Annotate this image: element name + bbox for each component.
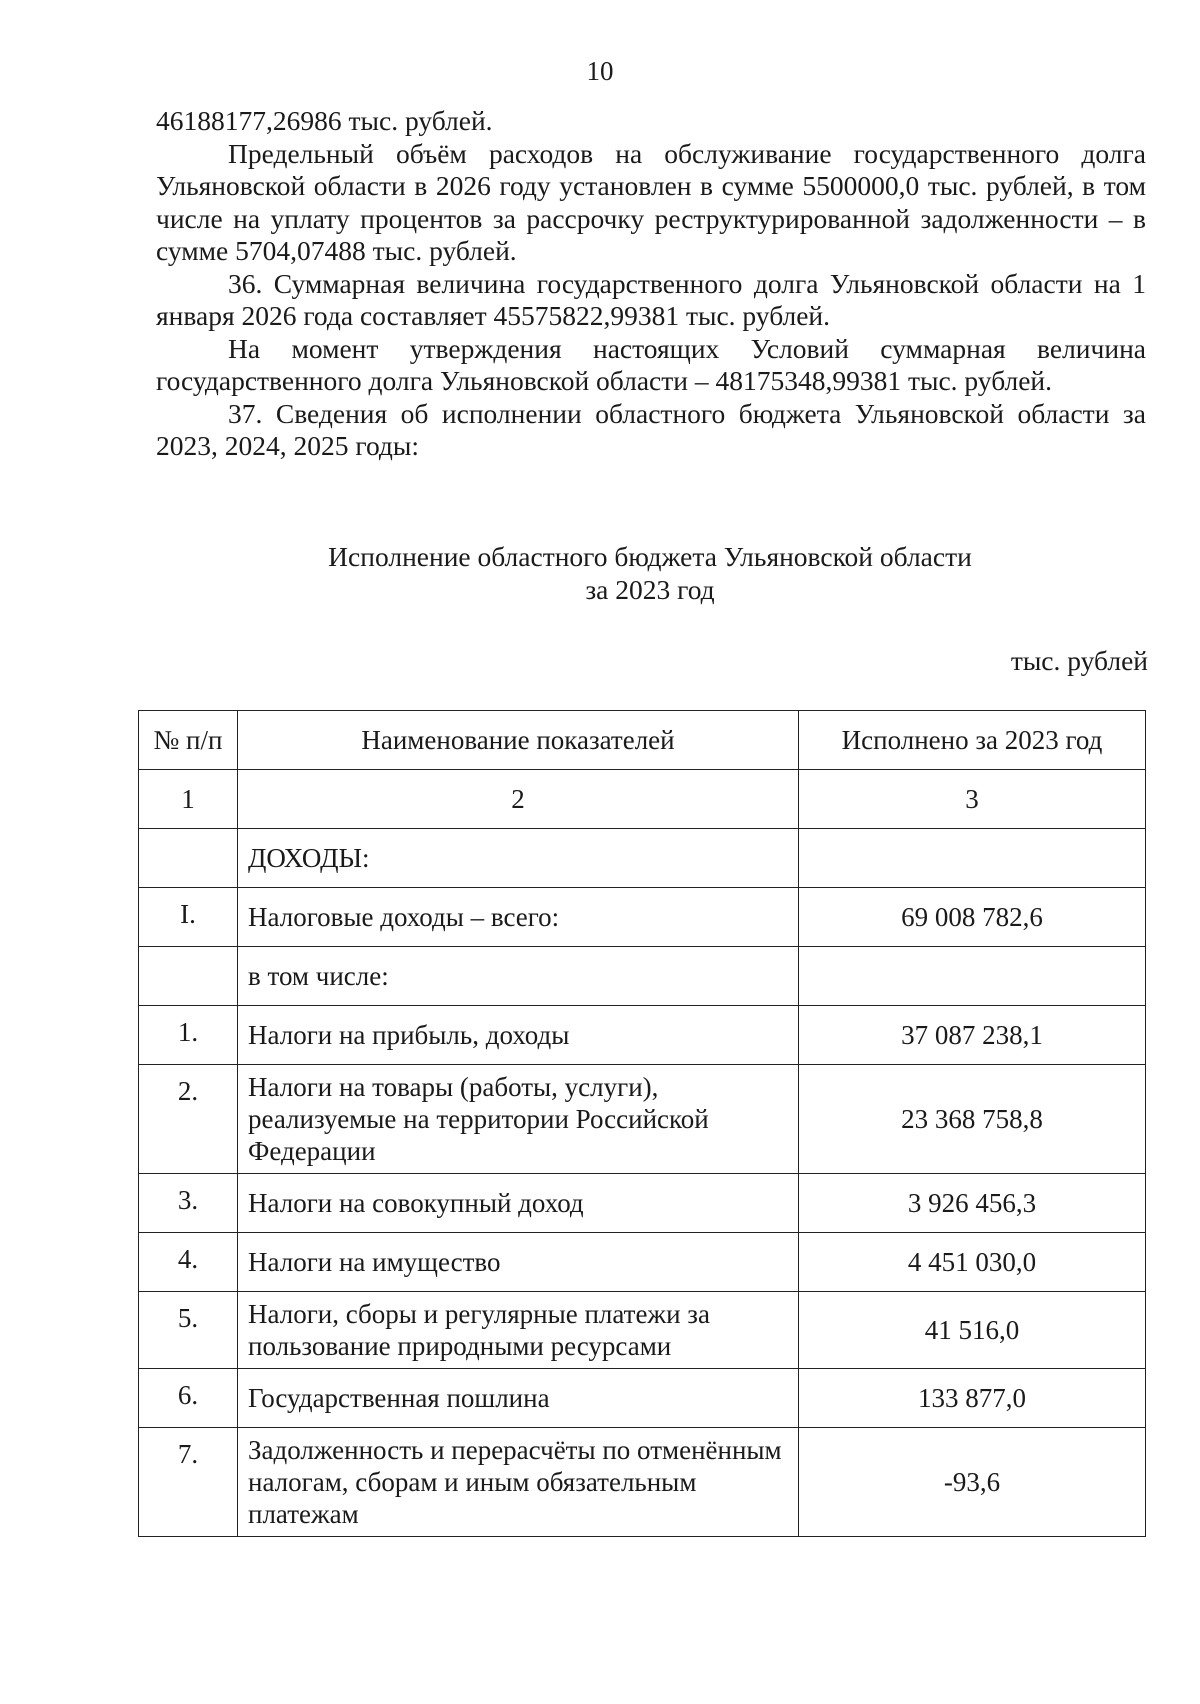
column-index-2: 2 bbox=[238, 770, 799, 829]
table-row bbox=[139, 1006, 1146, 1065]
row-name: Налоговые доходы – всего: bbox=[238, 888, 799, 947]
header-cell-name: Наименование показателей bbox=[238, 711, 799, 770]
table-row bbox=[139, 1369, 1146, 1428]
row-number: I. bbox=[139, 888, 238, 947]
table-row bbox=[139, 947, 1146, 1006]
table-row bbox=[139, 1065, 1146, 1174]
table-row bbox=[139, 829, 1146, 888]
table-row bbox=[139, 1428, 1146, 1537]
row-value: 3 926 456,3 bbox=[799, 1174, 1146, 1233]
table-row bbox=[139, 1174, 1146, 1233]
row-name: Государственная пошлина bbox=[238, 1369, 799, 1428]
row-name: в том числе: bbox=[238, 947, 799, 1006]
row-value: 69 008 782,6 bbox=[799, 888, 1146, 947]
row-number: 4. bbox=[139, 1233, 238, 1292]
table-caption-line2: за 2023 год bbox=[585, 574, 715, 605]
paragraph-item-36: 36. Суммарная величина государственного долга Ульяновской области на 1 января 2026 года составляет 45575822,99381 тыс. рублей. bbox=[156, 267, 1146, 331]
row-number: 7. bbox=[139, 1428, 238, 1537]
row-name: Налоги на товары (работы, услуги), реализуемые на территории Российской Федерации bbox=[238, 1065, 799, 1174]
row-number bbox=[139, 829, 238, 888]
paragraph-item-37: 37. Сведения об исполнении областного бюджета Ульяновской области за 2023, 2024, 2025 годы: bbox=[156, 397, 1146, 461]
table-row bbox=[139, 1233, 1146, 1292]
table-row bbox=[139, 888, 1146, 947]
row-number: 2. bbox=[139, 1065, 238, 1174]
paragraph-debt-total-continuation: 46188177,26986 тыс. рублей. bbox=[156, 105, 493, 136]
paragraph-debt-service-limit: Предельный объём расходов на обслуживание государственного долга Ульяновской области в 2026 году установлен в сумме 5500000,0 тыс. рублей, в том числе на уплату процентов за рассрочку реструктурированной задолженности – в сумме 5704,07488 тыс. рублей. bbox=[156, 137, 1146, 266]
row-number: 5. bbox=[139, 1292, 238, 1369]
table-header-row bbox=[139, 711, 1146, 770]
row-value: 23 368 758,8 bbox=[799, 1065, 1146, 1174]
body-text bbox=[156, 105, 1146, 463]
row-value: 4 451 030,0 bbox=[799, 1233, 1146, 1292]
row-name: Налоги на прибыль, доходы bbox=[238, 1006, 799, 1065]
row-number: 3. bbox=[139, 1174, 238, 1233]
column-index-row bbox=[139, 770, 1146, 829]
row-value: 37 087 238,1 bbox=[799, 1006, 1146, 1065]
row-value: 133 877,0 bbox=[799, 1369, 1146, 1428]
row-value bbox=[799, 829, 1146, 888]
table-caption bbox=[200, 540, 1100, 606]
column-index-1: 1 bbox=[139, 770, 238, 829]
budget-execution-table bbox=[138, 710, 1146, 1537]
row-name: Налоги на совокупный доход bbox=[238, 1174, 799, 1233]
row-value: -93,6 bbox=[799, 1428, 1146, 1537]
column-index-3: 3 bbox=[799, 770, 1146, 829]
header-cell-number: № п/п bbox=[139, 711, 238, 770]
row-value bbox=[799, 947, 1146, 1006]
row-value: 41 516,0 bbox=[799, 1292, 1146, 1369]
row-name: Налоги, сборы и регулярные платежи за пользование природными ресурсами bbox=[238, 1292, 799, 1369]
row-name: ДОХОДЫ: bbox=[238, 829, 799, 888]
row-number: 6. bbox=[139, 1369, 238, 1428]
units-label: тыс. рублей bbox=[1010, 645, 1148, 676]
page-number: 10 bbox=[586, 56, 614, 86]
row-name: Налоги на имущество bbox=[238, 1233, 799, 1292]
paragraph-debt-at-approval: На момент утверждения настоящих Условий суммарная величина государственного долга Ульяновской области – 48175348,99381 тыс. рублей. bbox=[156, 332, 1146, 396]
row-name: Задолженность и перерасчёты по отменённым налогам, сборам и иным обязательным платежам bbox=[238, 1428, 799, 1537]
table-caption-line1: Исполнение областного бюджета Ульяновской области bbox=[328, 541, 972, 572]
row-number: 1. bbox=[139, 1006, 238, 1065]
table-row bbox=[139, 1292, 1146, 1369]
row-number bbox=[139, 947, 238, 1006]
header-cell-value: Исполнено за 2023 год bbox=[799, 711, 1146, 770]
